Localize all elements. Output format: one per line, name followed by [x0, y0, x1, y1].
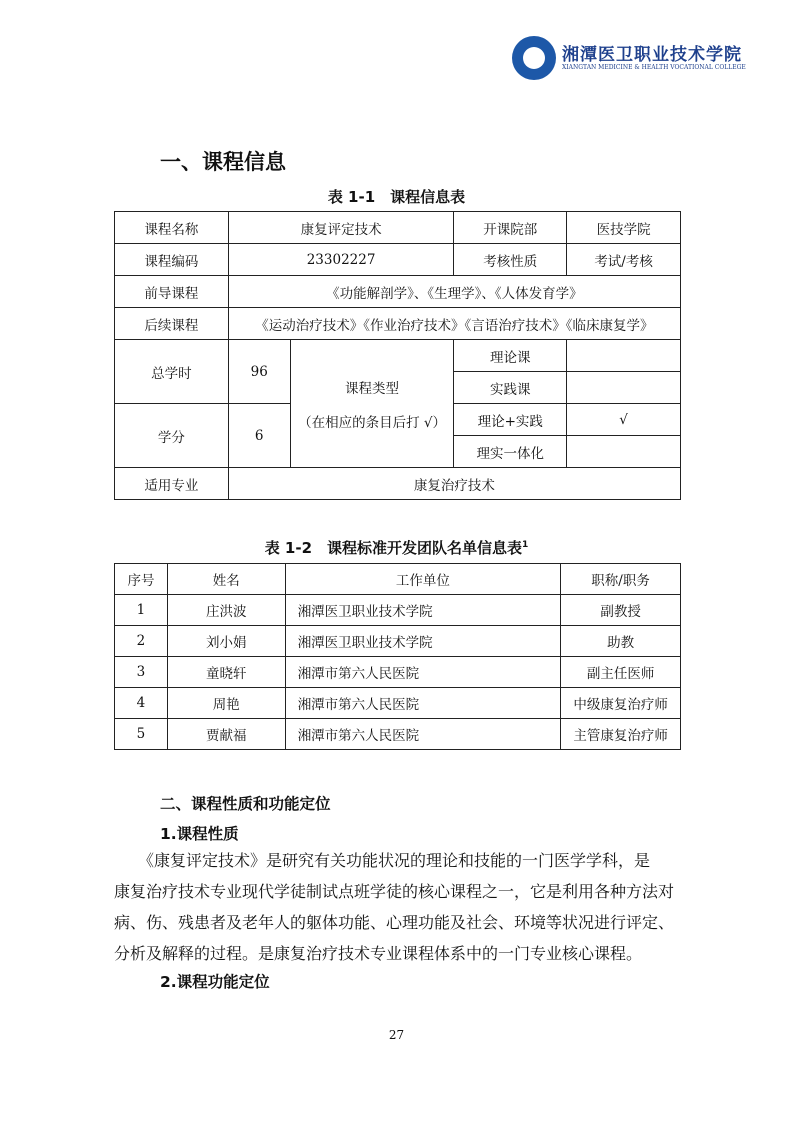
footnote-marker[interactable]: 1: [522, 540, 529, 550]
cell: 康复评定技术: [228, 212, 454, 244]
cell: [567, 340, 681, 372]
college-emblem-icon: [512, 36, 556, 80]
cell: 1: [115, 595, 168, 626]
paragraph-line: 病、伤、残患者及老年人的躯体功能、心理功能及社会、环境等状况进行评定、: [114, 913, 675, 932]
cell: 4: [115, 688, 168, 719]
table-row: [115, 276, 681, 308]
table-row: [115, 468, 681, 500]
cell: [567, 436, 681, 468]
course-type-cell: [290, 340, 454, 468]
cell: 医技学院: [567, 212, 681, 244]
cell: 理实一体化: [454, 436, 567, 468]
course-type-label: 课程类型: [345, 380, 400, 397]
cell: 中级康复治疗师: [561, 688, 681, 719]
page-number: 27: [388, 1028, 405, 1042]
cell: 湘潭医卫职业技术学院: [285, 595, 560, 626]
header-cell: 工作单位: [285, 564, 560, 595]
logo-english-name: XIANGTAN MEDICINE & HEALTH VOCATIONAL COLLEGE: [562, 64, 746, 71]
header-cell: 姓名: [167, 564, 285, 595]
cell: 湘潭医卫职业技术学院: [285, 626, 560, 657]
cell: 《运动治疗技术》《作业治疗技术》《言语治疗技术》《临床康复学》: [228, 308, 680, 340]
college-logo: [512, 36, 746, 82]
cell: [567, 372, 681, 404]
caption-text: 表 1-2 课程标准开发团队名单信息表: [264, 539, 523, 557]
cell: 湘潭市第六人民医院: [285, 688, 560, 719]
table-header-row: [115, 564, 681, 595]
cell: 3: [115, 657, 168, 688]
table-row: [115, 308, 681, 340]
table-row: [115, 688, 681, 719]
cell: 前导课程: [115, 276, 229, 308]
cell: 6: [228, 404, 290, 468]
cell: 副教授: [561, 595, 681, 626]
cell: 湘潭市第六人民医院: [285, 719, 560, 750]
cell: 5: [115, 719, 168, 750]
table2-caption: [0, 537, 793, 558]
cell: 学分: [115, 404, 229, 468]
table-row: [115, 340, 681, 372]
cell: 助教: [561, 626, 681, 657]
table-row: [115, 719, 681, 750]
table1-caption: 表 1-1 课程信息表: [327, 188, 466, 206]
cell: 副主任医师: [561, 657, 681, 688]
subsection-title: 1.课程性质: [160, 825, 239, 843]
cell: 童晓轩: [167, 657, 285, 688]
cell: 课程名称: [115, 212, 229, 244]
table-row: [115, 595, 681, 626]
table-row: [115, 212, 681, 244]
cell: 考试/考核: [567, 244, 681, 276]
cell: 23302227: [228, 244, 454, 276]
cell: 贾献福: [167, 719, 285, 750]
paragraph-line: 康复治疗技术专业现代学徒制试点班学徒的核心课程之一，它是利用各种方法对: [114, 882, 675, 901]
cell: 理论课: [454, 340, 567, 372]
cell: 实践课: [454, 372, 567, 404]
subsection-title: 2.课程功能定位: [160, 973, 270, 991]
cell: 主管康复治疗师: [561, 719, 681, 750]
cell: 适用专业: [115, 468, 229, 500]
header-cell: 序号: [115, 564, 168, 595]
course-info-table: [114, 211, 681, 500]
cell: 湘潭市第六人民医院: [285, 657, 560, 688]
table-row: [115, 244, 681, 276]
team-table: [114, 563, 681, 750]
cell: 96: [228, 340, 290, 404]
cell: 康复治疗技术: [228, 468, 680, 500]
paragraph-line: 《康复评定技术》是研究有关功能状况的理论和技能的一门医学学科，是: [114, 851, 651, 870]
paragraph-line: 分析及解释的过程。是康复治疗技术专业课程体系中的一门专业核心课程。: [114, 944, 643, 963]
cell: 庄洪波: [167, 595, 285, 626]
cell: √: [567, 404, 681, 436]
section-title: 一、课程信息: [160, 150, 286, 174]
cell: 后续课程: [115, 308, 229, 340]
section-title: 二、课程性质和功能定位: [160, 795, 331, 813]
cell: 课程编码: [115, 244, 229, 276]
cell: 开课院部: [454, 212, 567, 244]
table-row: [115, 657, 681, 688]
cell: 总学时: [115, 340, 229, 404]
cell: 2: [115, 626, 168, 657]
table-row: [115, 626, 681, 657]
cell: 理论+实践: [454, 404, 567, 436]
cell: 考核性质: [454, 244, 567, 276]
cell: 刘小娟: [167, 626, 285, 657]
course-type-note: （在相应的条目后打 √）: [298, 414, 446, 431]
cell: 周艳: [167, 688, 285, 719]
cell: 《功能解剖学》、《生理学》、《人体发育学》: [228, 276, 680, 308]
logo-chinese-name: 湘潭医卫职业技术学院: [562, 45, 742, 65]
paragraph: [114, 845, 681, 969]
header-cell: 职称/职务: [561, 564, 681, 595]
